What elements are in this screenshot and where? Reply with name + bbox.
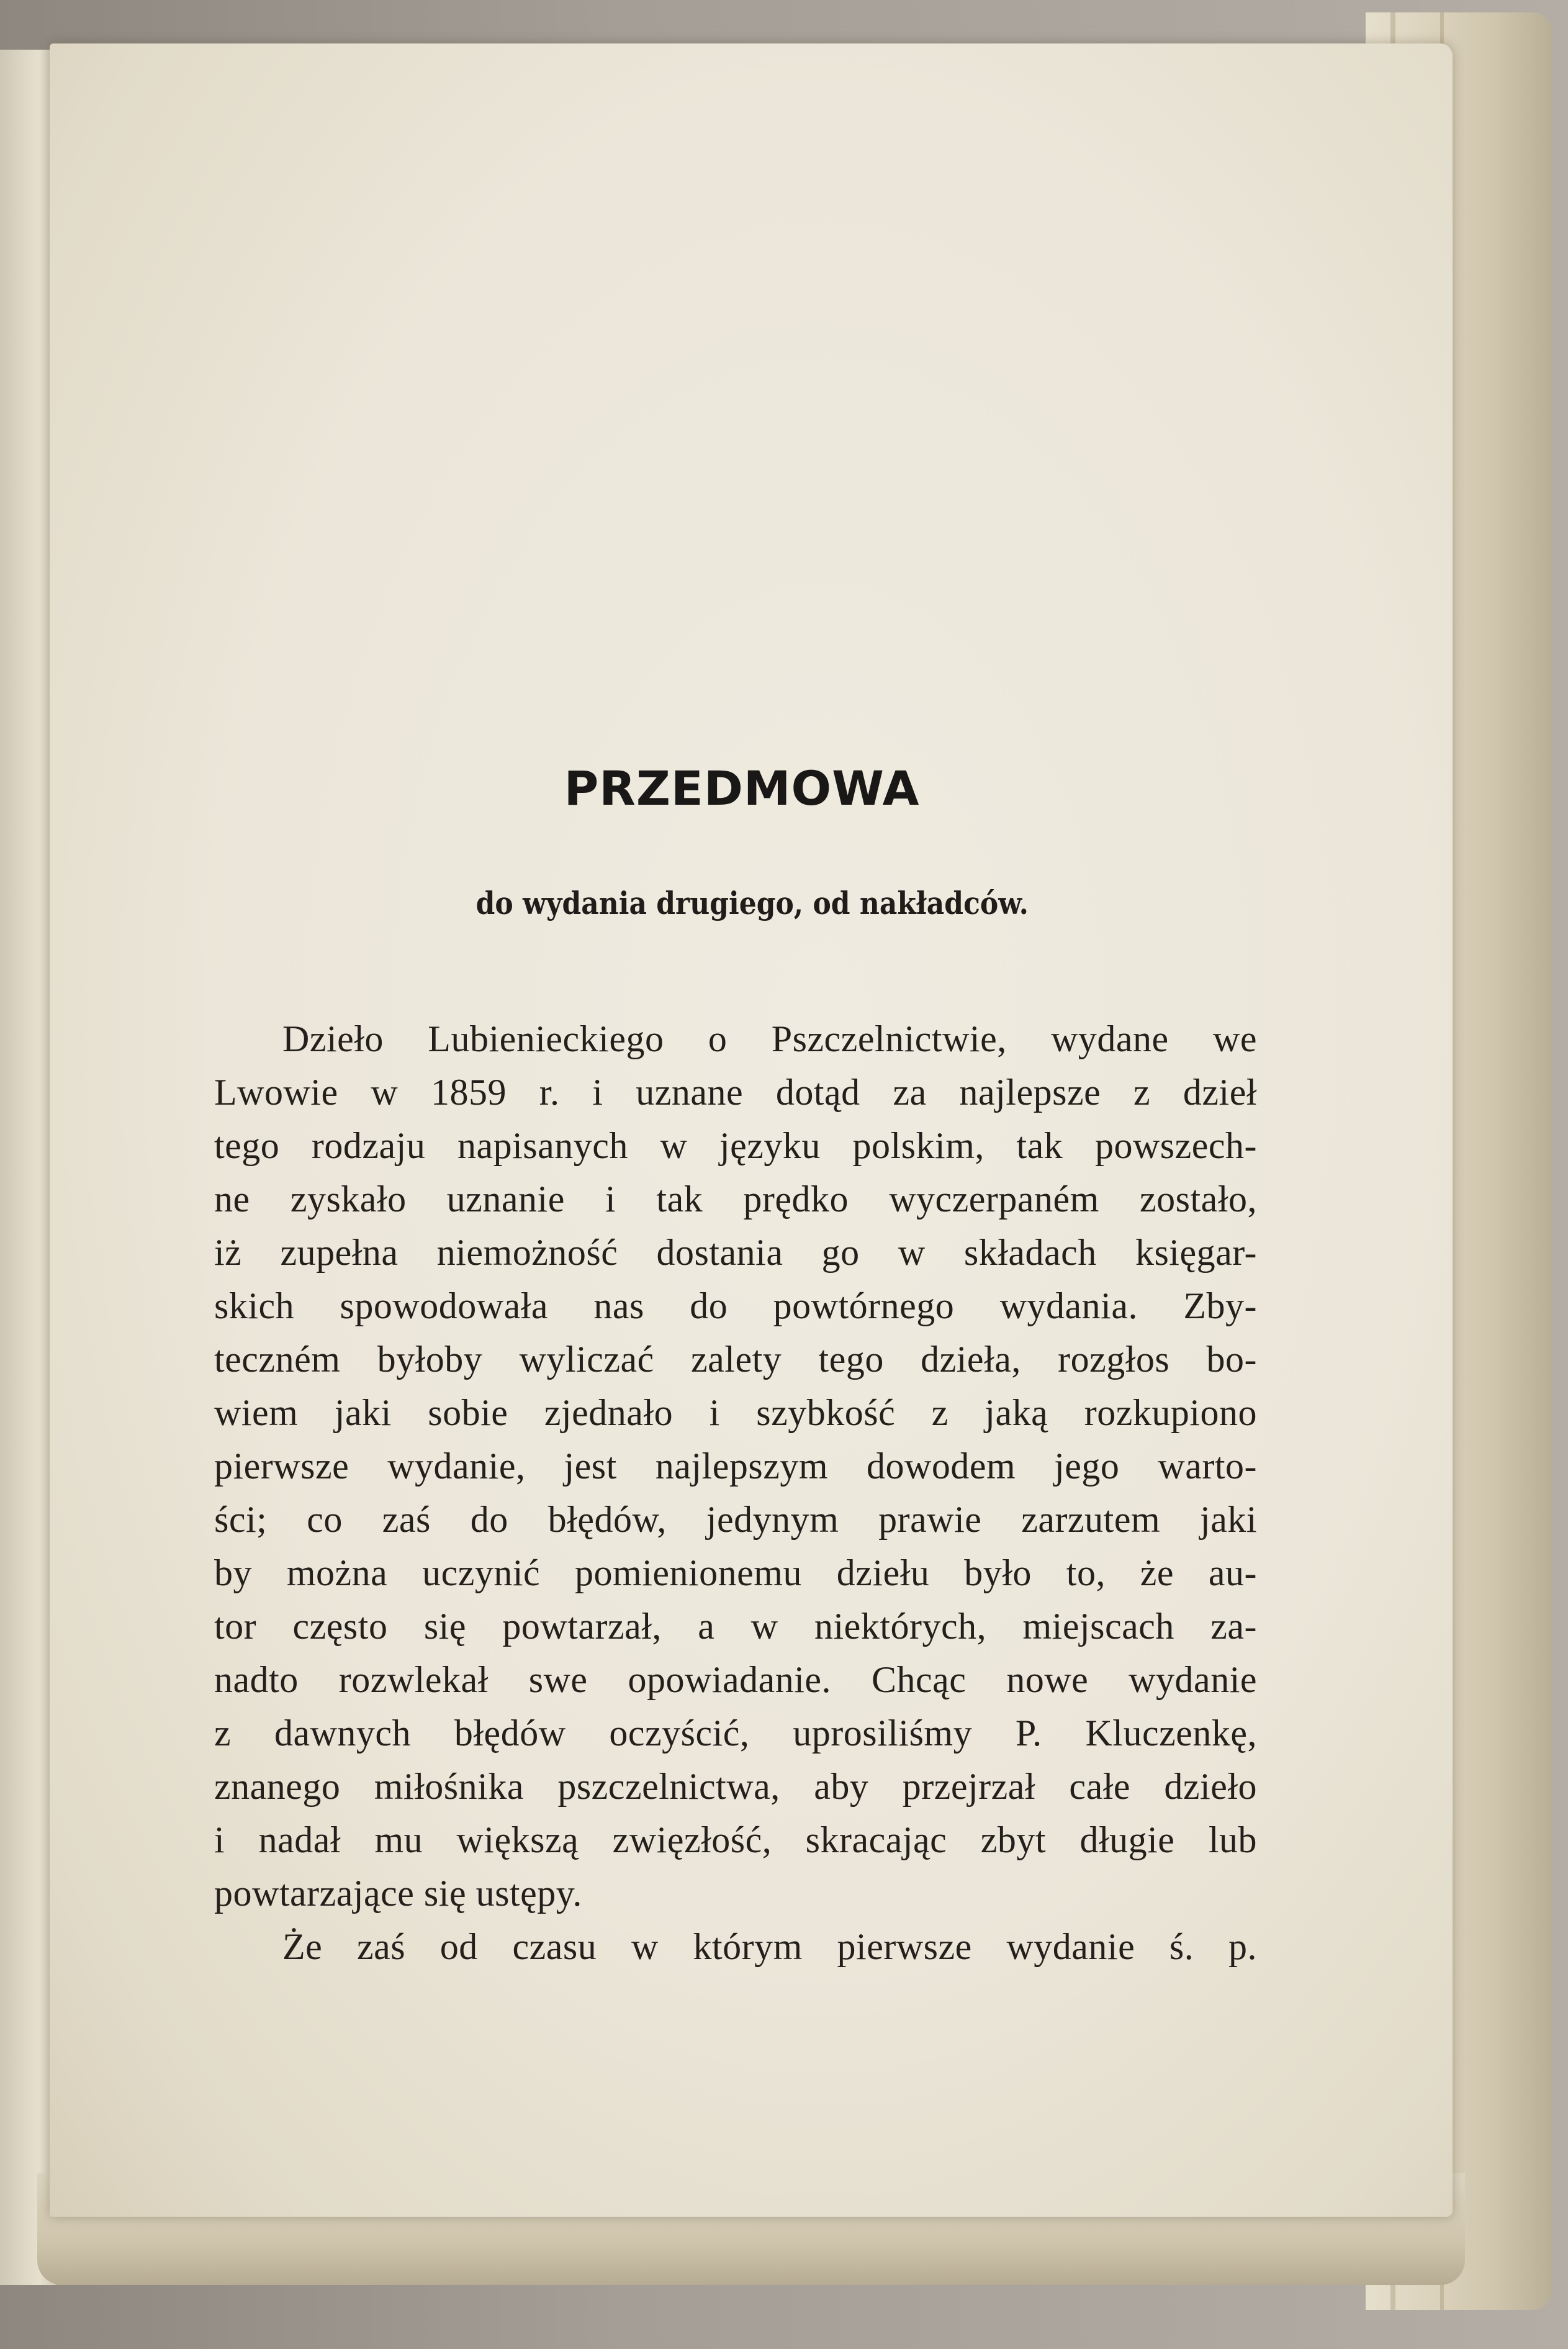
book-page [50,43,1453,2217]
text-line: z dawnych błędów oczyścić, uprosiliśmy P. Kluczenkę, [214,1713,1257,1754]
show-through-text [230,286,1235,335]
text-line: znanego miłośnika pszczelnictwa, aby przejrzał całe dzieło [214,1766,1257,1807]
text-line: by można uczynić pomienionemu dziełu było to, że au- [214,1552,1257,1593]
text-line: tor często się powtarzał, a w niektórych, miejscach za- [214,1606,1257,1647]
text-line: iż zupełna niemożność dostania go w składach księgar- [214,1232,1257,1273]
text-line: ne zyskało uznanie i tak prędko wyczerpaném zostało, [214,1179,1257,1220]
text-line: Że zaś od czasu w którym pierwsze wydanie ś. p. [282,1926,1257,1967]
text-line: Lwowie w 1859 r. i uznane dotąd za najlepsze z dzieł [214,1072,1257,1113]
text-line: skich spowodowała nas do powtórnego wydania. Zby- [214,1285,1257,1326]
text-line: powtarzające się ustępy. [214,1873,582,1914]
page-subtitle: do wydania drugiego, od nakładców. [475,885,1029,921]
text-line: tego rodzaju napisanych w języku polskim, tak powszech- [214,1125,1257,1166]
body-text [214,1012,1257,1973]
text-line: wiem jaki sobie zjednało i szybkość z jaką rozkupiono [214,1392,1257,1433]
text-line: ści; co zaś do błędów, jedynym prawie zarzutem jaki [214,1499,1257,1540]
text-line: i nadał mu większą zwięzłość, skracając zbyt długie lub [214,1819,1257,1860]
text-line: pierwsze wydanie, jest najlepszym dowodem jego warto- [214,1446,1257,1487]
text-line: teczném byłoby wyliczać zalety tego dzieła, rozgłos bo- [214,1339,1257,1380]
page-title: PRZEDMOWA [564,761,920,816]
text-line: nadto rozwlekał swe opowiadanie. Chcąc nowe wydanie [214,1659,1257,1700]
text-line: Dzieło Lubienieckiego o Pszczelnictwie, wydane we [282,1018,1257,1059]
